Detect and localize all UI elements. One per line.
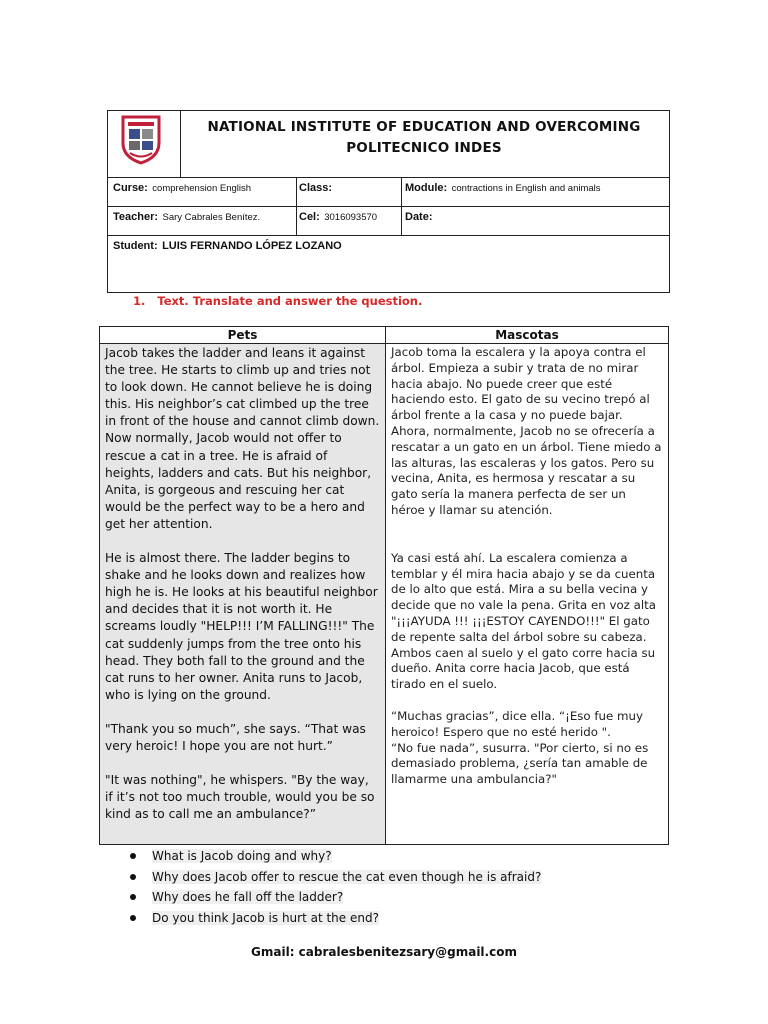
english-paragraph: "It was nothing", he whispers. "By the way, if it’s not too much trouble, would you be so kind as to call me an ambulance?”: [105, 773, 375, 822]
footer-gmail: Gmail: cabralesbenitezsary@gmail.com: [251, 945, 517, 959]
teacher-label: Teacher:: [113, 211, 159, 223]
teacher-field: [113, 207, 260, 225]
question-item: Why does he fall off the ladder?: [128, 887, 541, 908]
spanish-paragraph: “Muchas gracias”, dice ella. “¡Eso fue muy heroico! Espero que no esté herido ".: [391, 708, 643, 739]
translation-table: [99, 326, 669, 845]
spanish-text: [391, 345, 663, 788]
english-paragraph: Jacob takes the ladder and leans it against the tree. He starts to climb up and tries not to look down. He cannot believe he is doing this. His neighbor’s cat climbed up the tree in front of the house and cannot climb down. Now normally, Jacob would not offer to rescue a cat in a tree. He is afraid of heights, ladders and cats. But his neighbor, Anita, is gorgeous and rescuing her cat would be the perfect way to be a hero and get her attention.: [105, 346, 380, 531]
questions-list: [128, 846, 541, 928]
bullet-icon: [130, 853, 136, 859]
instruction-text: Text. Translate and answer the question.: [157, 294, 423, 308]
module-value: contractions in English and animals: [451, 183, 601, 194]
spanish-paragraph: Ya casi está ahí. La escalera comienza a temblar y él mira hacia abajo y se da cuenta de lo alto que está. Mira a su bella vecina y decide que no vale la pena. Grita en voz alta "¡¡¡AYUDA !!! ¡¡¡ESTOY CAYENDO!!!" El gato de repente salta del árbol sobre su cabeza. Ambos caen al suelo y el gato corre hacia su dueño. Anita corre hacia Jacob, que está tirado en el suelo.: [391, 550, 656, 692]
bullet-icon: [130, 894, 136, 900]
date-field: [405, 207, 433, 225]
question-item: Why does Jacob offer to rescue the cat even though he is afraid?: [128, 867, 541, 888]
question-item: Do you think Jacob is hurt at the end?: [128, 908, 541, 929]
module-label: Module:: [405, 182, 448, 194]
bullet-icon: [130, 915, 136, 921]
student-field: [113, 236, 342, 254]
institution-logo: [120, 113, 162, 165]
class-field: [299, 178, 332, 196]
header-table: [107, 110, 670, 293]
curse-field: [113, 178, 251, 196]
institution-title-line1: NATIONAL INSTITUTE OF EDUCATION AND OVERCOMING: [207, 119, 641, 135]
institution-title-line2: POLITECNICO INDES: [346, 140, 502, 156]
curse-label: Curse:: [113, 182, 148, 194]
english-paragraph: He is almost there. The ladder begins to shake and he looks down and realizes how high he is. He looks at his beautiful neighbor and decides that it is not worth it. He screams loudly "HELP!!! I’M FALLING!!!" The cat suddenly jumps from the tree onto his head. They both fall to the ground and the cat runs to her owner. Anita runs to Jacob, who is lying on the ground.: [105, 551, 378, 702]
instruction-number: 1.: [133, 294, 146, 308]
cel-field: [299, 207, 377, 225]
module-field: [405, 178, 601, 196]
date-label: Date:: [405, 211, 433, 223]
curse-value: comprehension English: [152, 183, 252, 194]
instruction: [133, 294, 422, 308]
teacher-value: Sary Cabrales Benítez.: [162, 212, 261, 223]
english-paragraph: "Thank you so much”, she says. “That was very heroic! I hope you are not hurt.”: [105, 721, 366, 753]
class-label: Class:: [299, 182, 333, 194]
bullet-icon: [130, 874, 136, 880]
cel-label: Cel:: [299, 211, 320, 223]
cel-value: 3016093570: [324, 212, 378, 223]
spanish-paragraph: “No fue nada”, susurra. "Por cierto, si no es demasiado problema, ¿sería tan amable de llamarme una ambulancia?": [391, 740, 649, 787]
question-item: What is Jacob doing and why?: [128, 846, 541, 867]
spanish-paragraph: Jacob toma la escalera y la apoya contra el árbol. Empieza a subir y trata de no mirar hacia abajo. No puede creer que esté haciendo esto. El gato de su vecino trepó al árbol frente a la casa y no puede bajar. Ahora, normalmente, Jacob no se ofrecería a rescatar a un gato en un árbol. Tiene miedo a las alturas, las escaleras y los gatos. Pero su vecina, Anita, es hermosa y rescatar a su gato sería la manera perfecta de ser un héroe y llamar su atención.: [391, 345, 662, 517]
english-text: [105, 345, 380, 823]
column-header-mascotas: Mascotas: [495, 328, 559, 342]
student-value: LUIS FERNANDO LÓPEZ LOZANO: [162, 240, 342, 252]
column-header-pets: Pets: [227, 328, 258, 342]
student-label: Student:: [113, 240, 158, 252]
